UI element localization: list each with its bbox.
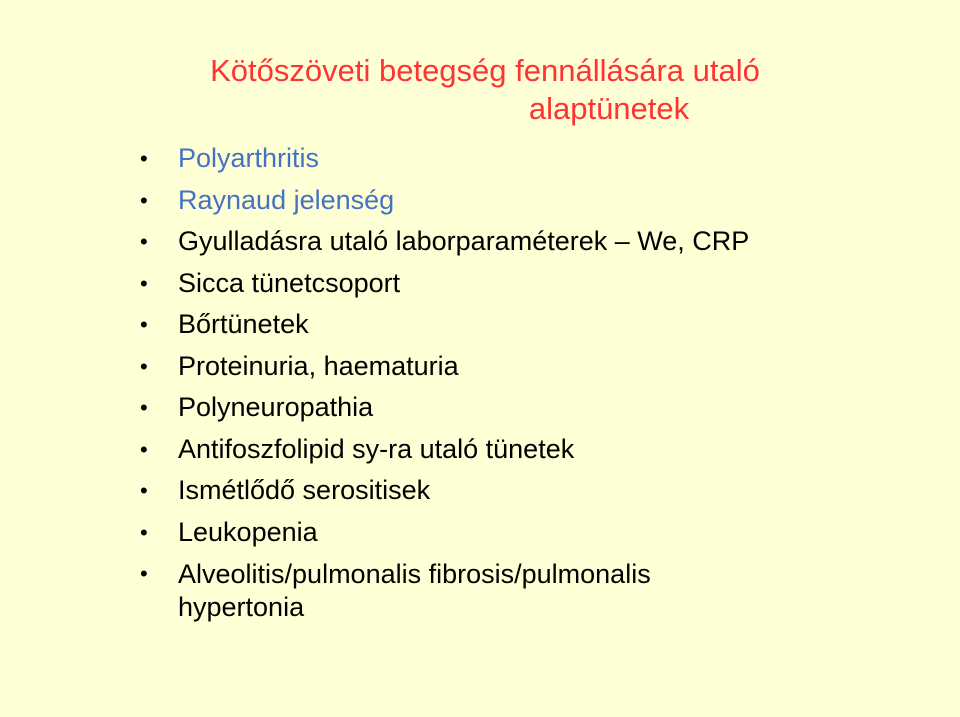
bullet-item-raynaud: [140, 185, 940, 216]
bullet-icon: •: [140, 312, 148, 337]
bullet-icon: •: [140, 436, 148, 462]
slide-title-line-2: alaptünetek: [528, 91, 690, 126]
bullet-text: Polyarthritis: [178, 143, 320, 173]
bullet-list: [140, 143, 940, 635]
bullet-icon: •: [140, 187, 148, 213]
bullet-text: Proteinuria, haematuria: [178, 350, 459, 381]
bullet-icon: •: [140, 146, 148, 171]
bullet-text: Gyulladásra utaló laborparaméterek – We, CRP: [178, 226, 750, 256]
bullet-item-antifoszfolipid: [140, 434, 940, 465]
bullet-icon: •: [140, 561, 148, 586]
bullet-text: Alveolitis/pulmonalis fibrosis/pulmonalis hypertonia: [178, 559, 651, 622]
bullet-item-bortunetek: [140, 309, 940, 340]
bullet-item-alveolitis: [140, 558, 940, 624]
bullet-text: Bőrtünetek: [178, 309, 309, 339]
slide-title: [60, 52, 910, 128]
bullet-icon: •: [140, 353, 148, 379]
bullet-text: Leukopenia: [178, 516, 318, 547]
bullet-item-polyarthritis: [140, 143, 940, 174]
bullet-icon: •: [140, 270, 148, 296]
bullet-text: Raynaud jelenség: [178, 184, 395, 215]
bullet-text: Antifoszfolipid sy-ra utaló tünetek: [178, 433, 575, 464]
bullet-item-proteinuria: [140, 351, 940, 382]
bullet-text: Ismétlődő serositisek: [178, 475, 431, 505]
bullet-icon: •: [140, 229, 148, 254]
bullet-text: Sicca tünetcsoport: [178, 267, 401, 298]
bullet-item-gyulladas: [140, 226, 940, 257]
bullet-item-sicca: [140, 268, 940, 299]
bullet-icon: •: [140, 395, 148, 420]
bullet-icon: •: [140, 519, 148, 545]
bullet-icon: •: [140, 478, 148, 503]
bullet-item-polyneuropathia: [140, 392, 940, 423]
bullet-text: Polyneuropathia: [178, 392, 374, 422]
slide-title-line-1: Kötőszöveti betegség fennállására utaló: [210, 53, 760, 88]
bullet-item-leukopenia: [140, 517, 940, 548]
bullet-item-serositisek: [140, 475, 940, 506]
